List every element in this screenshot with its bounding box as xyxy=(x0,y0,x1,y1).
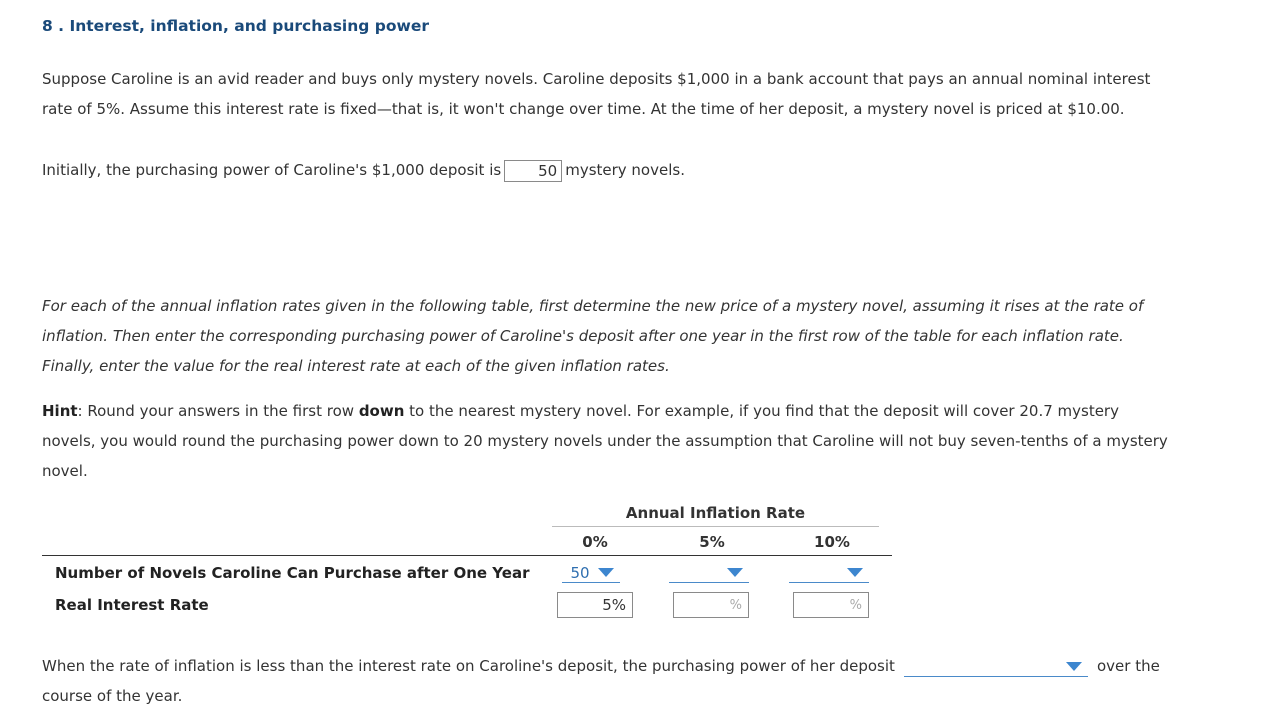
novels-dropdown-5pct[interactable] xyxy=(669,563,749,583)
question-title: 8 . Interest, inflation, and purchasing power xyxy=(42,17,429,35)
intro-line-2: rate of 5%. Assume this interest rate is fixed—that is, it won't change over time. At the time of her deposit, a mystery novel is priced at $10.00. xyxy=(42,100,1125,118)
table-group-header: Annual Inflation Rate xyxy=(552,504,879,527)
real-rate-input-5pct[interactable]: % xyxy=(673,592,749,618)
initial-suffix: mystery novels. xyxy=(565,161,685,179)
instructions-line-1: For each of the annual inflation rates given in the following table, first determine the new price of a mystery novel, assuming it rises at the rate of xyxy=(42,297,1144,315)
intro-paragraph xyxy=(42,64,1242,124)
dropdown-arrow-icon xyxy=(1066,662,1082,671)
conclusion-suffix: over the xyxy=(1097,657,1160,675)
novels-dropdown-0pct-value: 50 xyxy=(570,563,590,582)
row-label-novels: Number of Novels Caroline Can Purchase after One Year xyxy=(55,564,530,582)
real-rate-input-10pct[interactable]: % xyxy=(793,592,869,618)
real-rate-input-0pct[interactable]: 5% xyxy=(557,592,633,618)
hint-line-1 xyxy=(42,396,1242,426)
table-header-divider xyxy=(42,555,892,556)
conclusion-dropdown[interactable] xyxy=(904,657,1088,677)
instructions-paragraph xyxy=(42,291,1242,381)
initial-novels-input[interactable]: 50 xyxy=(504,160,562,182)
hint-bold-down: down xyxy=(358,402,405,420)
initial-prefix: Initially, the purchasing power of Caroline's $1,000 deposit is xyxy=(42,161,502,179)
novels-dropdown-10pct[interactable] xyxy=(789,563,869,583)
hint-text-2: to the nearest mystery novel. For example, if you find that the deposit will cover 20.7 mystery xyxy=(404,402,1119,420)
hint-line-2: novels, you would round the purchasing power down to 20 mystery novels under the assumption that Caroline will not buy seven-tenths of a mystery xyxy=(42,432,1168,450)
instructions-line-2: inflation. Then enter the corresponding purchasing power of Caroline's deposit after one year in the first row of the table for each inflation rate. xyxy=(42,327,1124,345)
dropdown-arrow-icon xyxy=(847,568,863,577)
dropdown-arrow-icon xyxy=(598,568,614,577)
column-header-10pct: 10% xyxy=(814,533,850,551)
initial-power-sentence xyxy=(42,155,1242,185)
conclusion-line-2: course of the year. xyxy=(42,687,183,705)
hint-paragraph xyxy=(42,396,1242,486)
conclusion-line-1 xyxy=(42,651,895,681)
dropdown-arrow-icon xyxy=(727,568,743,577)
hint-label: Hint xyxy=(42,402,78,420)
column-header-5pct: 5% xyxy=(699,533,725,551)
instructions-line-3: Finally, enter the value for the real interest rate at each of the given inflation rates. xyxy=(42,357,670,375)
novels-dropdown-0pct[interactable] xyxy=(562,563,620,583)
hint-line-3: novel. xyxy=(42,462,88,480)
hint-text-1: : Round your answers in the first row xyxy=(77,402,359,420)
intro-line-1: Suppose Caroline is an avid reader and buys only mystery novels. Caroline deposits $1,000 in a bank account that pays an annual nominal interest xyxy=(42,70,1151,88)
row-label-real-rate: Real Interest Rate xyxy=(55,596,209,614)
column-header-0pct: 0% xyxy=(582,533,608,551)
conclusion-prefix: When the rate of inflation is less than the interest rate on Caroline's deposit, the purchasing power of her deposit xyxy=(42,657,895,675)
